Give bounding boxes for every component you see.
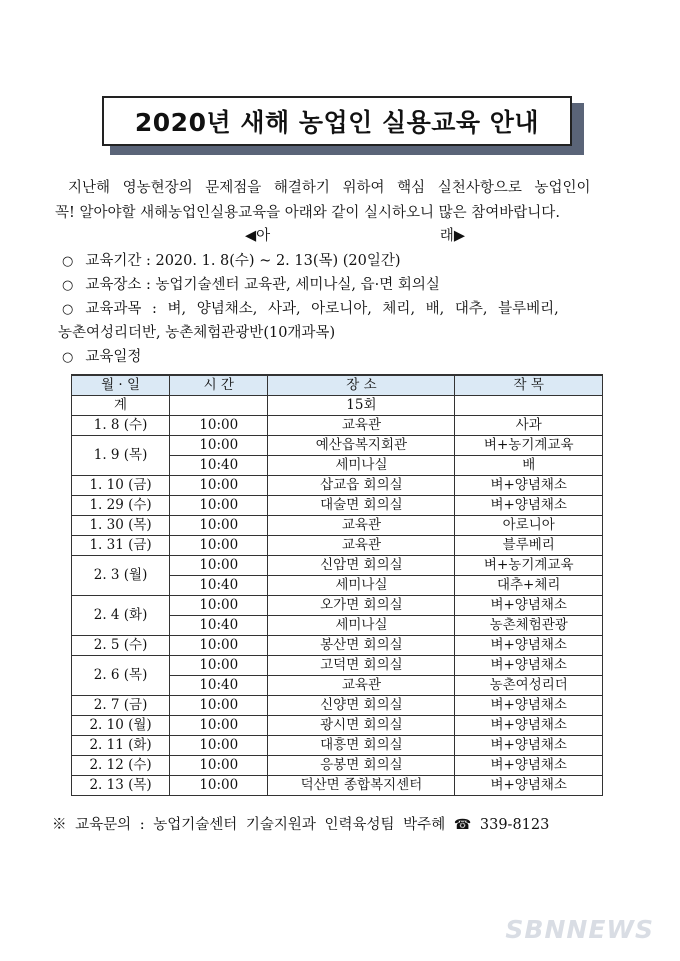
- date-cell: 2. 7 (금): [72, 696, 170, 716]
- table-row: [72, 436, 603, 456]
- footer-text: ※ 교육문의 : 농업기술센터 기술지원과 인력육성팀 박주혜: [52, 817, 446, 833]
- place-cell: 오가면 회의실: [268, 596, 455, 616]
- detail-subjects: [62, 297, 559, 318]
- phone-icon: ☎: [453, 817, 472, 833]
- total-value: 15회: [268, 396, 455, 416]
- time-cell: 10:00: [170, 496, 268, 516]
- header-time: 시 간: [170, 375, 268, 396]
- period-text: 교육기간 : 2020. 1. 8(수) ~ 2. 13(목) (20일간): [85, 253, 401, 269]
- schedule-table: [71, 374, 603, 796]
- crop-cell: 아로니아: [455, 516, 603, 536]
- time-cell: 10:40: [170, 456, 268, 476]
- crop-cell: 배: [455, 456, 603, 476]
- place-cell: 세미나실: [268, 456, 455, 476]
- time-cell: 10:40: [170, 616, 268, 636]
- header-crop: 작 목: [455, 375, 603, 396]
- crop-cell: 대추+체리: [455, 576, 603, 596]
- crop-cell: 벼+양념채소: [455, 696, 603, 716]
- time-cell: 10:00: [170, 476, 268, 496]
- place-cell: 예산읍복지회관: [268, 436, 455, 456]
- time-cell: 10:00: [170, 636, 268, 656]
- place-cell: 신양면 회의실: [268, 696, 455, 716]
- crop-cell: 벼+양념채소: [455, 756, 603, 776]
- table-row: [72, 536, 603, 556]
- place-cell: 고덕면 회의실: [268, 656, 455, 676]
- crop-cell: 벼+양념채소: [455, 776, 603, 796]
- date-cell: 2. 4 (화): [72, 596, 170, 636]
- table-row: [72, 596, 603, 616]
- table-row: [72, 496, 603, 516]
- place-cell: 교육관: [268, 536, 455, 556]
- place-cell: 응봉면 회의실: [268, 756, 455, 776]
- table-row: [72, 776, 603, 796]
- time-cell: 10:00: [170, 596, 268, 616]
- time-cell: 10:00: [170, 416, 268, 436]
- time-cell: 10:00: [170, 696, 268, 716]
- place-cell: 신암면 회의실: [268, 556, 455, 576]
- detail-place: [62, 273, 440, 294]
- date-cell: 2. 12 (수): [72, 756, 170, 776]
- document-title: 2020년 새해 농업인 실용교육 안내: [134, 108, 540, 137]
- place-cell: 세미나실: [268, 616, 455, 636]
- crop-cell: 벼+양념채소: [455, 476, 603, 496]
- crop-cell: 벼+양념채소: [455, 736, 603, 756]
- date-cell: 1. 9 (목): [72, 436, 170, 476]
- time-cell: 10:00: [170, 716, 268, 736]
- date-cell: 2. 3 (월): [72, 556, 170, 596]
- phone-number: 339-8123: [479, 817, 550, 833]
- time-cell: 10:00: [170, 656, 268, 676]
- date-cell: 2. 13 (목): [72, 776, 170, 796]
- header-place: 장 소: [268, 375, 455, 396]
- date-cell: 1. 29 (수): [72, 496, 170, 516]
- place-cell: 세미나실: [268, 576, 455, 596]
- place-cell: 교육관: [268, 516, 455, 536]
- table-row: [72, 716, 603, 736]
- place-cell: 봉산면 회의실: [268, 636, 455, 656]
- bullet-circle-icon: ○: [62, 254, 74, 269]
- crop-cell: 농촌체험관광: [455, 616, 603, 636]
- table-row: [72, 696, 603, 716]
- crop-cell: 벼+양념채소: [455, 596, 603, 616]
- place-cell: 삽교읍 회의실: [268, 476, 455, 496]
- crop-cell: 벼+농기계교육: [455, 436, 603, 456]
- schedule-label: 교육일정: [85, 349, 142, 365]
- table-row: [72, 736, 603, 756]
- crop-cell: 벼+양념채소: [455, 496, 603, 516]
- table-row: [72, 656, 603, 676]
- date-cell: 2. 5 (수): [72, 636, 170, 656]
- table-body: [72, 396, 603, 796]
- total-crop-empty: [455, 396, 603, 416]
- table-row: [72, 636, 603, 656]
- date-cell: 1. 31 (금): [72, 536, 170, 556]
- section-heading: [245, 224, 465, 245]
- time-cell: 10:00: [170, 436, 268, 456]
- bullet-circle-icon: ○: [62, 302, 74, 317]
- date-cell: 2. 11 (화): [72, 736, 170, 756]
- date-cell: 1. 8 (수): [72, 416, 170, 436]
- subjects-text-2: 농촌여성리더반, 농촌체험관광반(10개과목): [58, 325, 336, 341]
- time-cell: 10:00: [170, 556, 268, 576]
- place-text: 교육장소 : 농업기술센터 교육관, 세미나실, 읍·면 회의실: [85, 277, 440, 293]
- table-header-row: [72, 375, 603, 396]
- table-row: [72, 516, 603, 536]
- bullet-circle-icon: ○: [62, 278, 74, 293]
- table-row: [72, 416, 603, 436]
- place-cell: 대흥면 회의실: [268, 736, 455, 756]
- time-cell: 10:00: [170, 536, 268, 556]
- date-cell: 2. 10 (월): [72, 716, 170, 736]
- table-row: [72, 756, 603, 776]
- crop-cell: 벼+농기계교육: [455, 556, 603, 576]
- detail-period: [62, 249, 401, 270]
- header-date: 월 · 일: [72, 375, 170, 396]
- time-cell: 10:00: [170, 756, 268, 776]
- place-cell: 덕산면 종합복지센터: [268, 776, 455, 796]
- time-cell: 10:40: [170, 576, 268, 596]
- contact-footer: [52, 813, 549, 834]
- time-cell: 10:40: [170, 676, 268, 696]
- crop-cell: 벼+양념채소: [455, 636, 603, 656]
- table-row: [72, 476, 603, 496]
- place-cell: 광시면 회의실: [268, 716, 455, 736]
- watermark-logo: SBNNEWS: [505, 915, 654, 944]
- intro-line-2: 꼭! 알아야할 새해농업인실용교육을 아래와 같이 실시하오니 많은 참여바랍니다.: [55, 205, 560, 221]
- arrow-left-label: ◀아: [245, 228, 271, 244]
- time-cell: 10:00: [170, 516, 268, 536]
- time-cell: 10:00: [170, 776, 268, 796]
- place-cell: 교육관: [268, 676, 455, 696]
- bullet-circle-icon: ○: [62, 350, 74, 365]
- date-cell: 2. 6 (목): [72, 656, 170, 696]
- date-cell: 1. 10 (금): [72, 476, 170, 496]
- place-cell: 대술면 회의실: [268, 496, 455, 516]
- time-cell: 10:00: [170, 736, 268, 756]
- place-cell: 교육관: [268, 416, 455, 436]
- total-time-empty: [170, 396, 268, 416]
- subjects-text-1: 교육과목 : 벼, 양념채소, 사과, 아로니아, 체리, 배, 대추, 블루베리,: [85, 301, 559, 317]
- arrow-right-label: 래▶: [439, 228, 465, 244]
- crop-cell: 벼+양념채소: [455, 716, 603, 736]
- title-box: [102, 96, 572, 146]
- crop-cell: 사과: [455, 416, 603, 436]
- crop-cell: 벼+양념채소: [455, 656, 603, 676]
- crop-cell: 블루베리: [455, 536, 603, 556]
- total-label: 계: [72, 396, 170, 416]
- detail-schedule: [62, 345, 141, 366]
- table-row: [72, 556, 603, 576]
- date-cell: 1. 30 (목): [72, 516, 170, 536]
- crop-cell: 농촌여성리더: [455, 676, 603, 696]
- total-row: [72, 396, 603, 416]
- intro-line-1: 지난해 영농현장의 문제점을 해결하기 위하여 핵심 실천사항으로 농업인이: [68, 180, 591, 196]
